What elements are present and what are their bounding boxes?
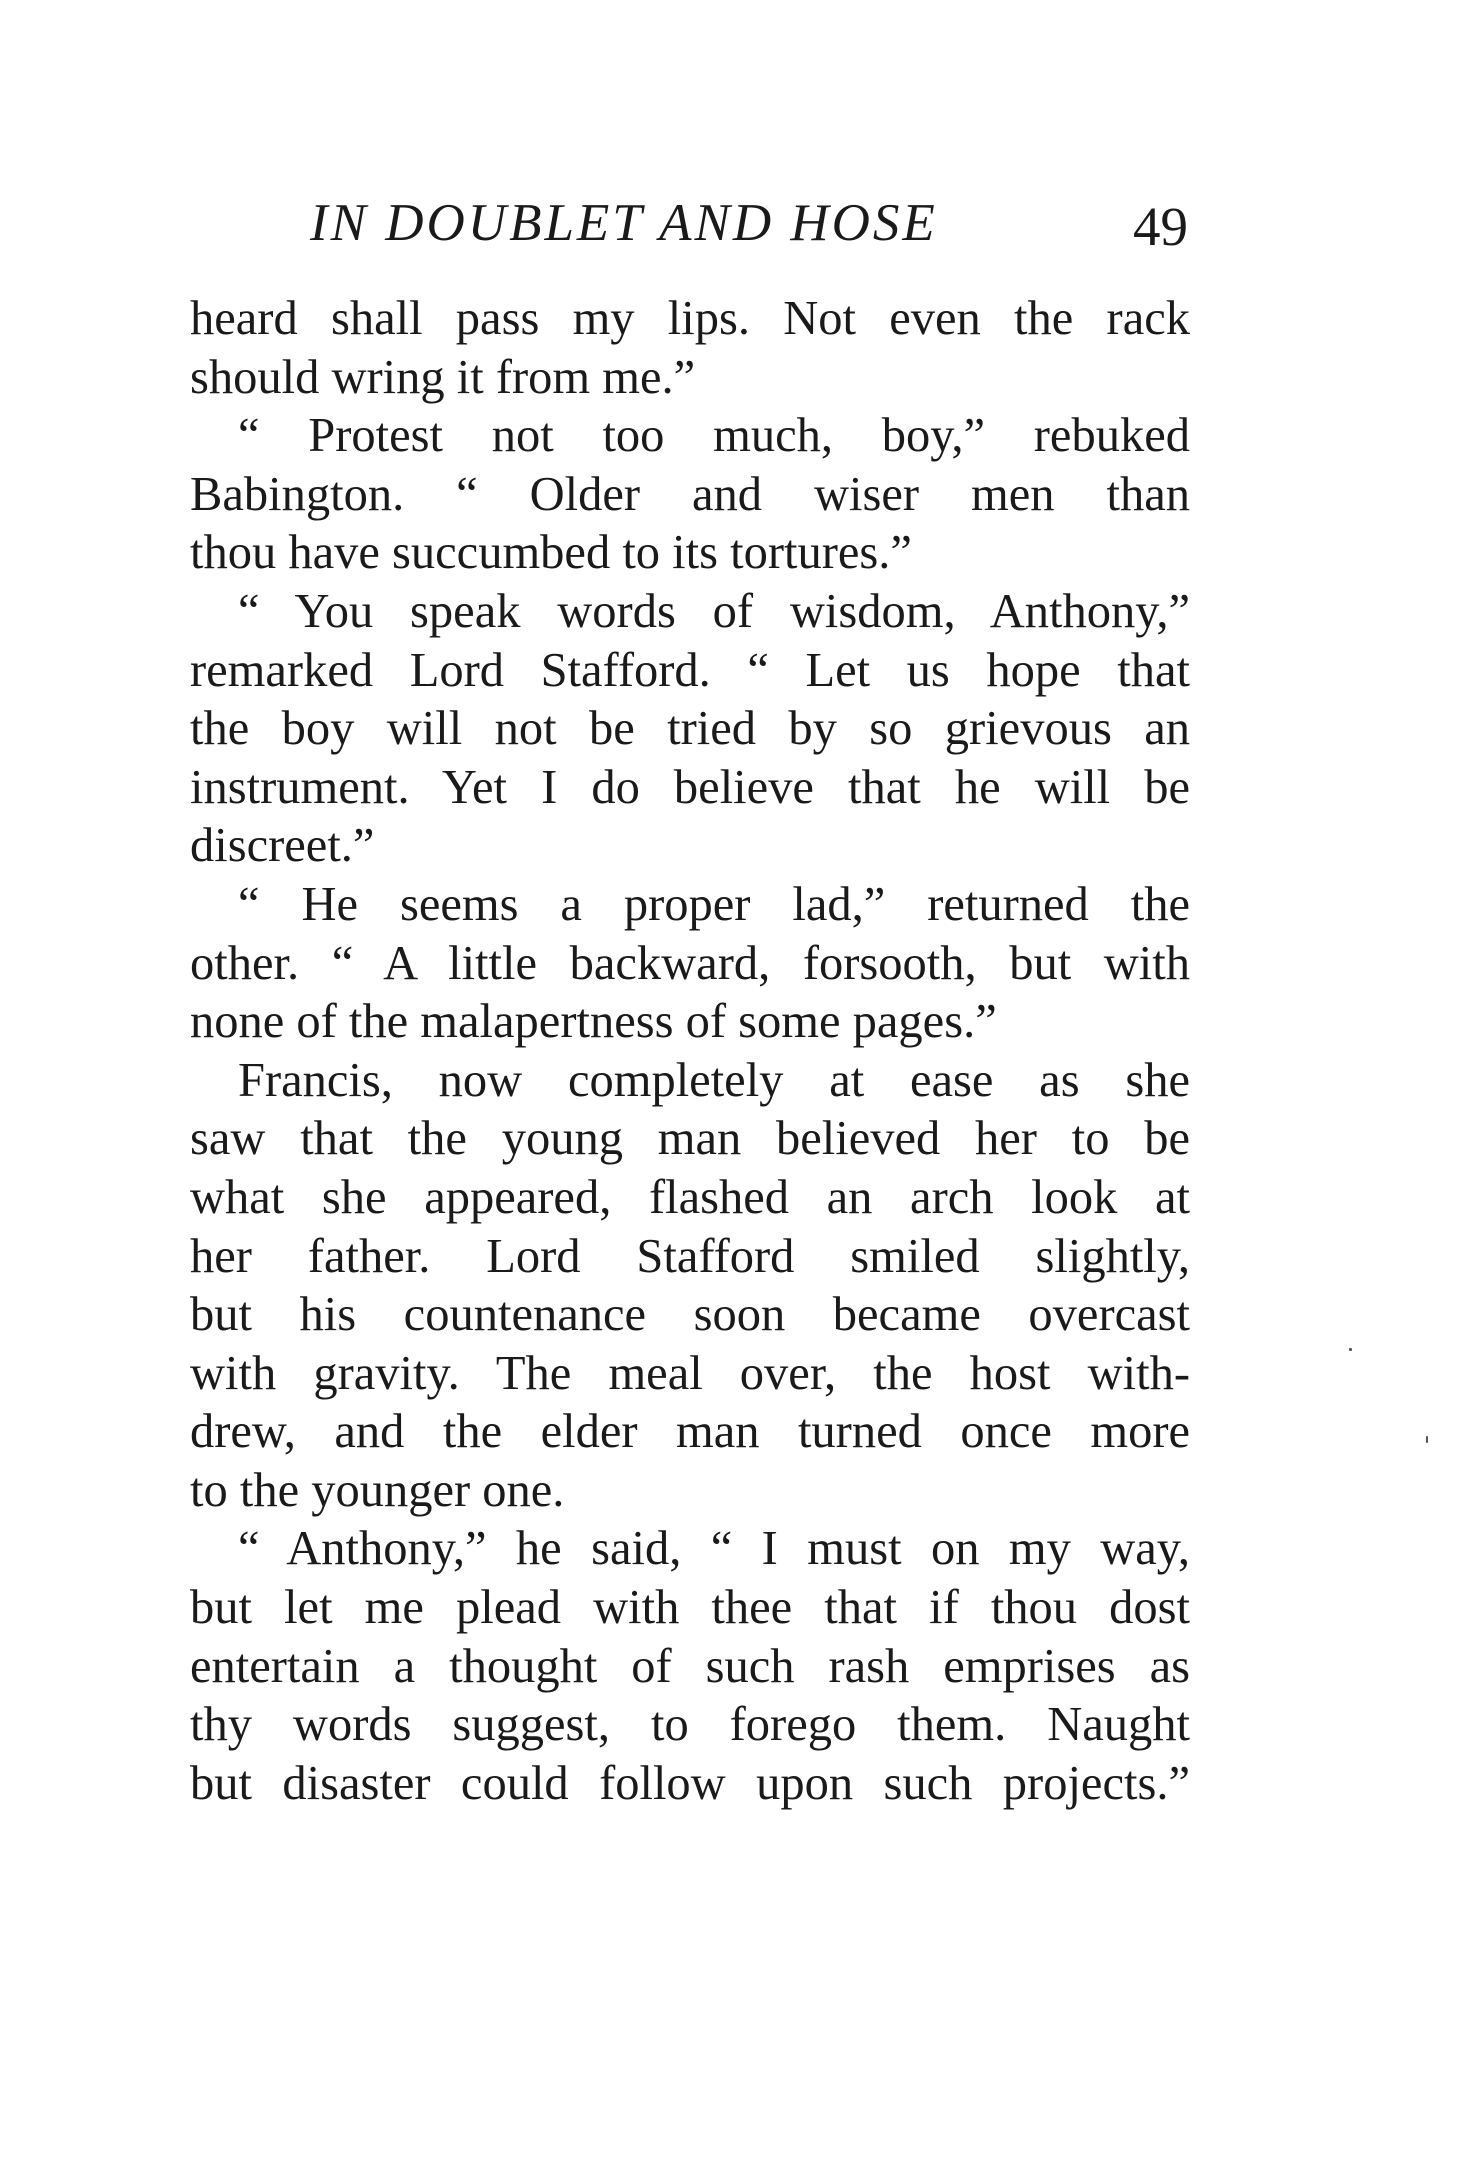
paper-speck: [1349, 1348, 1352, 1351]
text-line: “ Anthony,” he said, “ I must on my way,: [238, 1522, 1190, 1576]
text-line: thou have succumbed to its tortures.”: [190, 526, 912, 580]
body-text: [190, 290, 1190, 1813]
running-title: IN DOUBLET AND HOSE: [310, 194, 938, 252]
text-line: but disaster could follow upon such projects.”: [190, 1756, 1190, 1810]
text-line: should wring it from me.”: [190, 350, 696, 404]
text-line: remarked Lord Stafford. “ Let us hope that: [190, 643, 1190, 697]
text-line: entertain a thought of such rash emprises as: [190, 1639, 1190, 1693]
text-line: to the younger one.: [190, 1463, 565, 1517]
text-line: heard shall pass my lips. Not even the rack: [190, 292, 1190, 345]
text-line: Babington. “ Older and wiser men than: [190, 467, 1190, 521]
text-line: drew, and the elder man turned once more: [190, 1405, 1190, 1459]
text-line: what she appeared, flashed an arch look at: [190, 1170, 1190, 1224]
text-line: “ He seems a proper lad,” returned the: [238, 877, 1190, 931]
text-line: none of the malapertness of some pages.”: [190, 995, 997, 1049]
text-line: but let me plead with thee that if thou dost: [190, 1581, 1190, 1635]
text-line: other. “ A little backward, forsooth, but with: [190, 936, 1190, 990]
text-line: with gravity. The meal over, the host with-: [190, 1346, 1190, 1400]
text-line: “ Protest not too much, boy,” rebuked: [238, 409, 1190, 463]
text-line: but his countenance soon became overcast: [190, 1288, 1190, 1342]
text-line: her father. Lord Stafford smiled slightly,: [190, 1229, 1190, 1283]
text-line: thy words suggest, to forego them. Naught: [190, 1698, 1190, 1752]
page-number: 49: [1133, 196, 1188, 257]
text-line: instrument. Yet I do believe that he will be: [190, 760, 1190, 814]
paper-speck: [1426, 1436, 1428, 1443]
text-line: Francis, now completely at ease as she: [238, 1053, 1190, 1107]
text-line: “ You speak words of wisdom, Anthony,”: [238, 584, 1190, 638]
text-line: the boy will not be tried by so grievous an: [190, 702, 1190, 756]
text-line: saw that the young man believed her to be: [190, 1112, 1190, 1166]
text-line: discreet.”: [190, 819, 375, 873]
running-head: [190, 178, 1190, 268]
